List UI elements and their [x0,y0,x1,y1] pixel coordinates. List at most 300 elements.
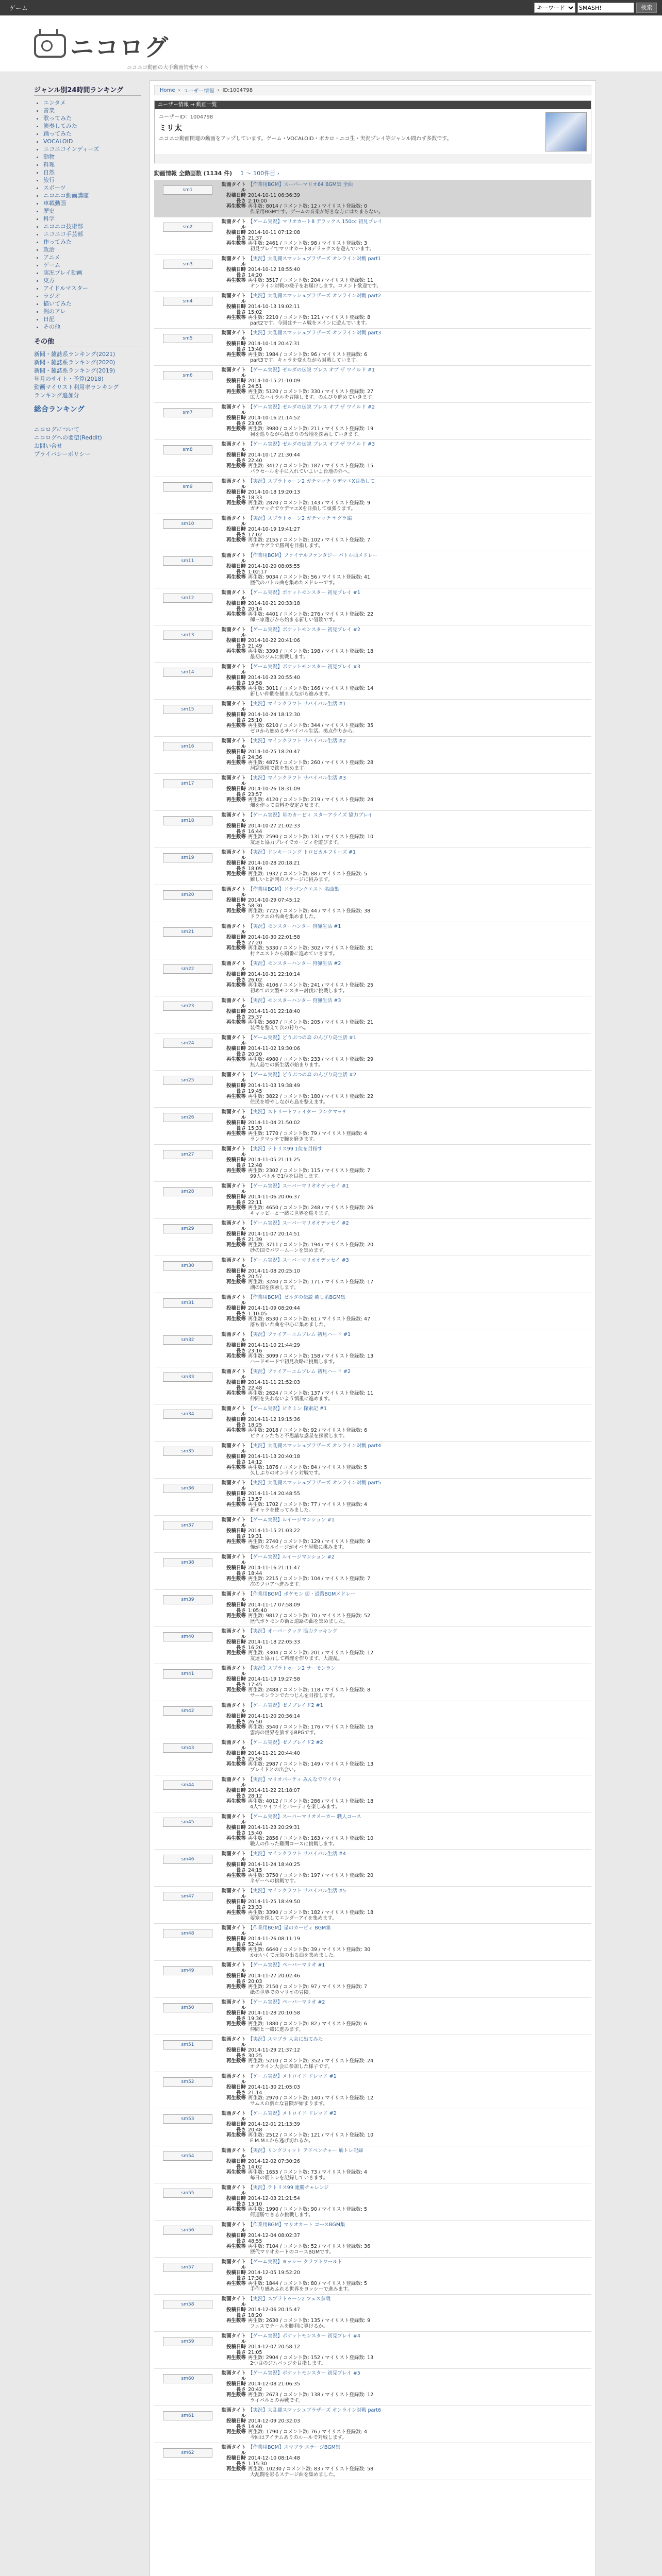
video-field [221,2345,591,2350]
video-thumbnail[interactable] [154,2000,221,2032]
thumbnail-image[interactable]: sm61 [163,2411,212,2420]
video-thumbnail[interactable] [154,1073,221,1105]
thumbnail-image[interactable]: sm17 [163,779,212,788]
video-title[interactable]: 【ゲーム実況】ポケットモンスター 初見プレイ #3 [248,664,360,670]
video-thumbnail[interactable] [154,961,221,994]
thumbnail-image[interactable]: sm62 [163,2448,212,2458]
thumbnail-image[interactable]: sm27 [163,1150,212,1159]
video-thumbnail[interactable] [154,368,221,400]
video-title[interactable]: 【実況】マリオパーティ みんなでワイワイ [248,1777,342,1783]
video-title[interactable]: 【実況】大乱闘スマッシュブラザーズ オンライン対戦 part3 [248,330,382,336]
video-field-label: 再生数等 [226,1650,246,1656]
video-title[interactable]: 【ゲーム実況】ゼノブレイド2 #2 [248,1740,323,1745]
video-thumbnail[interactable] [154,924,221,957]
video-thumbnail[interactable] [154,1555,221,1587]
genre-link[interactable]: • 描いてみた [43,300,141,308]
thumbnail-image[interactable]: sm45 [163,1818,212,1827]
thumbnail-image[interactable]: sm55 [163,2189,212,2198]
video-title[interactable]: 【実況】スマブラ 大会に出てみた [248,2037,323,2042]
video-item [154,811,591,848]
video-title[interactable]: 【実況】スプラトゥーン2 ガチマッチ ヤグラ編 [248,516,352,521]
video-field-label: 再生数等 [226,2429,246,2435]
video-title[interactable]: 【実況】大乱闘スマッシュブラザーズ オンライン対戦 part4 [248,1443,382,1449]
video-field [221,1725,591,1731]
thumbnail-image[interactable]: sm10 [163,519,212,529]
video-title[interactable]: 【実況】リングフィット アドベンチャー 筋トレ記録 [248,2148,363,2154]
video-title[interactable]: 【実況】大乱闘スマッシュブラザーズ オンライン対戦 part2 [248,293,382,299]
video-thumbnail[interactable] [154,1258,221,1291]
thumbnail-image[interactable]: sm4 [163,297,212,306]
video-title[interactable]: 【ゲーム実況】ペーパーマリオ #1 [248,1962,325,1968]
video-thumbnail[interactable] [154,516,221,549]
video-thumbnail[interactable] [154,1815,221,1847]
video-field [221,2148,591,2159]
video-info [221,1852,591,1884]
genre-link[interactable]: • 歴史 [43,207,141,215]
genre-link[interactable]: • エンタメ [43,99,141,107]
site-logo[interactable] [34,29,169,63]
thumbnail-image[interactable]: sm32 [163,1335,212,1345]
genre-link[interactable]: • 車載動画 [43,199,141,207]
video-info [221,1332,591,1365]
video-title[interactable]: 【ゲーム実況】スーパーマリオオデッセイ #1 [248,1183,349,1189]
video-thumbnail[interactable] [154,1777,221,1810]
user-info-box [154,100,591,163]
video-title[interactable]: 【実況】スプラトゥーン2 サーモンラン [248,1666,336,1671]
video-title[interactable]: 【実況】マインクラフト サバイバル生活 #2 [248,738,346,744]
genre-link[interactable]: • ゲーム [43,261,141,269]
video-title[interactable]: 【実況】大乱闘スマッシュブラザーズ オンライン対戦 part5 [248,1480,382,1486]
video-field [221,760,591,766]
video-thumbnail[interactable] [154,1295,221,1328]
thumbnail-image[interactable]: sm48 [163,1929,212,1938]
video-thumbnail[interactable] [154,1629,221,1662]
thumbnail-image[interactable]: sm34 [163,1410,212,1419]
thumbnail-image[interactable]: sm57 [163,2263,212,2272]
video-thumbnail[interactable] [154,182,221,215]
thumbnail-image[interactable]: sm5 [163,334,212,343]
video-title[interactable]: 【ゲーム実況】ゼルダの伝説 ブレス オブ ザ ワイルド #3 [248,442,375,447]
other-link[interactable]: 動画マイリスト利用率ランキング [34,384,119,391]
genre-link[interactable]: • ニコニコ動画講座 [43,192,141,199]
genre-link[interactable]: • アイドルマスター [43,284,141,292]
video-thumbnail[interactable] [154,1184,221,1216]
video-thumbnail[interactable] [154,2445,221,2478]
thumbnail-image[interactable]: sm12 [163,594,212,603]
video-field-label: 長さ [236,2090,246,2096]
search-type-select[interactable] [534,3,575,13]
video-field-label: 投稿日時 [226,2084,246,2090]
misc-link[interactable]: ニコログへの要望(Reddit) [34,434,102,441]
video-field [221,1057,591,1063]
genre-link[interactable]: • 例のアレ [43,308,141,315]
video-date: 2014-10-13 19:02:11 [248,304,300,310]
video-thumbnail[interactable] [154,1110,221,1142]
thumbnail-image[interactable]: sm26 [163,1113,212,1122]
thumbnail-image[interactable]: sm58 [163,2300,212,2309]
video-thumbnail[interactable] [154,998,221,1031]
thumbnail-image[interactable]: sm59 [163,2337,212,2346]
thumbnail-image[interactable]: sm44 [163,1781,212,1790]
video-field-label: 投稿日時 [226,1528,246,1534]
video-info [221,998,591,1031]
video-title[interactable]: 【実況】マインクラフト サバイバル生活 #5 [248,1888,346,1894]
video-field [221,872,591,877]
video-title[interactable]: 【ゲーム実況】どうぶつの森 のんびり島生活 #2 [248,1072,357,1078]
video-field-label: 再生数等 [226,1873,246,1878]
breadcrumb-user[interactable]: ユーザー情報 [183,88,214,94]
genre-link[interactable]: • 自然 [43,168,141,176]
misc-link[interactable]: お問い合せ [34,443,62,449]
video-thumbnail[interactable] [154,479,221,512]
video-title[interactable]: 【作業用BGM】ゼルダの伝説 癒し系BGM集 [248,1295,345,1300]
video-item [154,2072,591,2109]
thumbnail-image[interactable]: sm16 [163,742,212,751]
genre-link[interactable]: • 料理 [43,161,141,168]
video-thumbnail[interactable] [154,2074,221,2107]
thumbnail-image[interactable]: sm21 [163,927,212,937]
video-thumbnail[interactable] [154,1481,221,1513]
pager[interactable]: 1 ～ 100件目 › [240,170,280,177]
video-title[interactable]: 【実況】ストリートファイター ランクマッチ [248,1109,347,1115]
video-title[interactable]: 【ゲーム実況】ポケットモンスター 初見プレイ #1 [248,590,360,596]
video-field-label: 動画タイトル [221,924,246,935]
genre-link[interactable]: • VOCALOID [43,138,141,145]
video-thumbnail[interactable] [154,1221,221,1253]
video-title[interactable]: 【実況】テトリス99 1位を目指す [248,1146,323,1152]
thumbnail-image[interactable]: sm60 [163,2374,212,2383]
video-field-label: 動画タイトル [221,404,246,416]
video-thumbnail[interactable] [154,2037,221,2070]
genre-link[interactable]: • 動物 [43,153,141,161]
thumbnail-image[interactable]: sm38 [163,1558,212,1567]
misc-link[interactable]: ニコログについて [34,426,79,433]
video-thumbnail[interactable] [154,1666,221,1699]
video-item [154,1701,591,1738]
thumbnail-image[interactable]: sm33 [163,1372,212,1382]
video-title[interactable]: 【作業用BGM】星のカービィ BGM集 [248,1925,331,1931]
video-field [221,1147,591,1158]
genre-link[interactable]: • 実況プレイ動画 [43,269,141,277]
video-thumbnail[interactable] [154,442,221,474]
video-thumbnail[interactable] [154,2371,221,2403]
video-thumbnail[interactable] [154,590,221,623]
other-link[interactable]: 新聞・雑誌系ランキング(2021) [34,351,115,358]
video-title[interactable]: 【ゲーム実況】マリオカート8 デラックス 150cc 初見プレイ [248,219,383,225]
thumbnail-image[interactable]: sm40 [163,1632,212,1641]
genre-link[interactable]: • スポーツ [43,184,141,192]
video-title[interactable]: 【ゲーム実況】スーパーマリオオデッセイ #3 [248,1258,349,1263]
video-info [221,294,591,326]
genre-link[interactable]: • ニコニコ技術部 [43,223,141,230]
misc-link[interactable]: プライバシーポリシー [34,451,91,457]
video-field [221,182,591,193]
genre-link[interactable]: • ニコニコ手芸部 [43,230,141,238]
video-len: 20:03 [248,1978,262,1985]
genre-link[interactable]: • アニメ [43,253,141,261]
video-len: 21:49 [248,643,262,649]
video-thumbnail[interactable] [154,1147,221,1179]
video-title[interactable]: 【実況】マインクラフト サバイバル生活 #1 [248,701,346,707]
genre-link[interactable]: • 日記 [43,315,141,323]
video-field-label: 投稿日時 [226,2270,246,2276]
thumbnail-image[interactable]: sm18 [163,816,212,825]
video-title[interactable]: 【実況】マインクラフト サバイバル生活 #3 [248,775,346,781]
video-title[interactable]: 【実況】大乱闘スマッシュブラザーズ オンライン対戦 part1 [248,256,382,262]
video-field-label: 再生数等 [226,1576,246,1582]
video-stats: 再生数: 2970 / コメント数: 140 / マイリスト登録数: 12 [248,2095,374,2101]
video-field [221,2393,591,2398]
thumbnail-image[interactable]: sm36 [163,1484,212,1493]
genre-link[interactable]: • 踊ってみた [43,130,141,138]
thumbnail-image[interactable]: sm15 [163,705,212,714]
video-title[interactable]: 【作業用BGM】ドラゴンクエスト 名曲集 [248,887,339,892]
genre-link[interactable]: • ニコニコインディーズ [43,145,141,153]
video-title[interactable]: 【ゲーム実況】ペーパーマリオ #2 [248,1999,325,2005]
video-title[interactable]: 【ゲーム実況】どうぶつの森 のんびり島生活 #1 [248,1035,357,1041]
video-thumbnail[interactable] [154,776,221,808]
video-thumbnail[interactable] [154,1592,221,1624]
thumbnail-image[interactable]: sm31 [163,1298,212,1308]
video-thumbnail[interactable] [154,1703,221,1736]
video-title[interactable]: 【ゲーム実況】メトロイド ドレッド #1 [248,2074,337,2079]
video-thumbnail[interactable] [154,1963,221,1995]
thumbnail-image[interactable]: sm19 [163,853,212,862]
video-thumbnail[interactable] [154,2111,221,2144]
thumbnail-image[interactable]: sm20 [163,890,212,900]
mylist-title[interactable]: 総合ランキング [34,405,85,414]
video-title[interactable]: 【作業用BGM】ポケモン 街・道路BGMメドレー [248,1591,356,1597]
breadcrumb-home[interactable]: Home [160,87,175,93]
video-title[interactable]: 【作業用BGM】ファイナルファンタジー バトル曲メドレー [248,553,378,558]
video-item [154,1330,591,1367]
genre-link[interactable]: • 旅行 [43,176,141,184]
video-title[interactable]: 【ゲーム実況】ルイージマンション #2 [248,1554,335,1560]
video-thumbnail[interactable] [154,887,221,920]
video-title[interactable]: 【ゲーム実況】ゼノブレイド2 #1 [248,1703,323,1708]
video-field [221,1417,591,1423]
thumbnail-image[interactable]: sm54 [163,2151,212,2161]
video-title[interactable]: 【実況】モンスターハンター 狩猟生活 #3 [248,998,341,1004]
thumbnail-image[interactable]: sm9 [163,482,212,492]
video-thumbnail[interactable] [154,2297,221,2329]
video-info [221,1629,591,1662]
thumbnail-image[interactable]: sm56 [163,2226,212,2235]
genre-link[interactable]: • 演奏してみた [43,122,141,130]
thumbnail-image[interactable]: sm2 [163,223,212,232]
video-title[interactable]: 【実況】モンスターハンター 狩猟生活 #1 [248,924,341,929]
video-field [221,2318,591,2324]
thumbnail-image[interactable]: sm29 [163,1224,212,1233]
video-description: 99人バトルで1位を目指します。 [250,1173,323,1179]
thumbnail-image[interactable]: sm37 [163,1521,212,1530]
video-thumbnail[interactable] [154,1926,221,1958]
video-title[interactable]: 【実況】スプラトゥーン2 ガチマッチ ウデマエX目指して [248,479,375,484]
video-thumbnail[interactable] [154,405,221,437]
thumbnail-image[interactable]: sm8 [163,445,212,454]
genre-link[interactable]: • その他 [43,323,141,331]
video-thumbnail[interactable] [154,628,221,660]
video-title[interactable]: 【実況】マインクラフト サバイバル生活 #4 [248,1851,346,1857]
video-title[interactable]: 【ゲーム実況】ピクミン 探索記 #1 [248,1406,327,1412]
genre-link[interactable]: • 作ってみた [43,238,141,246]
thumbnail-image[interactable]: sm52 [163,2077,212,2087]
video-date: 2014-10-24 18:12:30 [248,712,300,718]
video-title[interactable]: 【実況】ファイアーエムブレム 初見ハード #2 [248,1369,351,1375]
video-stats: 再生数: 3398 / コメント数: 198 / マイリスト登録数: 18 [248,649,374,654]
other-link[interactable]: ランキング追加分 [34,392,79,399]
thumbnail-image[interactable]: sm42 [163,1706,212,1716]
thumbnail-image[interactable]: sm39 [163,1595,212,1604]
genre-link[interactable]: • 政治 [43,246,141,253]
video-date: 2014-11-09 08:20:44 [248,1306,300,1311]
thumbnail-image[interactable]: sm24 [163,1039,212,1048]
video-title[interactable]: 【ゲーム実況】ヨッシー クラフトワールド [248,2259,343,2265]
search-button[interactable]: 検索 [636,3,657,13]
video-field-label: 投稿日時 [226,2418,246,2424]
video-date: 2014-11-05 21:11:25 [248,1157,300,1163]
video-field-label: 再生数等 [226,463,246,469]
video-thumbnail[interactable] [154,2185,221,2218]
video-field-label: 動画タイトル [221,1146,246,1158]
video-field [221,612,591,618]
video-info [221,1147,591,1179]
thumbnail-image[interactable]: sm1 [163,185,212,195]
video-field [221,1492,591,1497]
video-len: 13:57 [248,1496,262,1502]
video-thumbnail[interactable] [154,739,221,771]
thumbnail-image[interactable]: sm28 [163,1187,212,1196]
genre-link[interactable]: • 音楽 [43,107,141,114]
video-field [221,1232,591,1238]
video-thumbnail[interactable] [154,665,221,697]
video-field-label: 長さ [236,420,246,427]
video-description: 何連勝できるか挑戦します。 [250,2212,313,2218]
video-thumbnail[interactable] [154,219,221,252]
video-description: 初めての大型モンスター討伐に挑戦します。 [250,988,347,994]
thumbnail-image[interactable]: sm3 [163,260,212,269]
video-title[interactable]: 【ゲーム実況】スーパーマリオメーカー 職人コース [248,1814,361,1820]
thumbnail-image[interactable]: sm13 [163,631,212,640]
video-field-label: 再生数等 [226,1094,246,1099]
thumbnail-image[interactable]: sm46 [163,1855,212,1864]
video-thumbnail[interactable] [154,1889,221,1921]
thumbnail-image[interactable]: sm7 [163,408,212,417]
video-thumbnail[interactable] [154,1852,221,1884]
video-thumbnail[interactable] [154,1369,221,1402]
genre-link[interactable]: • 科学 [43,215,141,223]
video-title[interactable]: 【ゲーム実況】ポケットモンスター 初見プレイ #2 [248,627,360,633]
genre-link[interactable]: • 歌ってみた [43,114,141,122]
video-date: 2014-10-18 19:20:13 [248,489,300,495]
thumbnail-image[interactable]: sm30 [163,1261,212,1270]
video-thumbnail[interactable] [154,257,221,289]
video-field [221,909,591,914]
video-field [221,2037,591,2048]
video-item [154,1887,591,1924]
video-title[interactable]: 【作業用BGM】マリオカート コースBGM集 [248,2222,345,2228]
video-title[interactable]: 【作業用BGM】スーパーマリオ64 BGM集 全曲 [248,182,353,188]
video-field [221,516,591,527]
thumbnail-image[interactable]: sm22 [163,964,212,974]
video-thumbnail[interactable] [154,2148,221,2181]
video-thumbnail[interactable] [154,294,221,326]
search-input[interactable] [577,3,634,13]
other-link[interactable]: 年月のサイト・予算(2018) [34,376,104,382]
video-title[interactable]: 【実況】モンスターハンター 狩猟生活 #2 [248,961,341,967]
video-thumbnail[interactable] [154,331,221,363]
video-thumbnail[interactable] [154,1036,221,1068]
genre-link[interactable]: • ラジオ [43,292,141,300]
other-link[interactable]: 新聞・雑誌系ランキング(2020) [34,359,115,366]
video-title[interactable]: 【実況】テトリス99 連勝チャレンジ [248,2185,329,2191]
video-title[interactable]: 【ゲーム実況】ルイージマンション #1 [248,1517,335,1523]
thumbnail-image[interactable]: sm11 [163,556,212,566]
video-field-label: 長さ [236,2053,246,2059]
video-title[interactable]: 【ゲーム実況】ポケットモンスター 初見プレイ #4 [248,2333,360,2339]
video-item [154,366,591,403]
video-thumbnail[interactable] [154,1444,221,1476]
video-thumbnail[interactable] [154,1406,221,1439]
video-thumbnail[interactable] [154,813,221,845]
thumbnail-image[interactable]: sm43 [163,1743,212,1753]
thumbnail-image[interactable]: sm6 [163,371,212,380]
thumbnail-image[interactable]: sm49 [163,1966,212,1975]
thumbnail-image[interactable]: sm25 [163,1076,212,1085]
video-title[interactable]: 【実況】ドンキーコング トロピカルフリーズ #1 [248,850,356,855]
video-title[interactable]: 【ゲーム実況】ポケットモンスター 初見プレイ #5 [248,2370,360,2376]
video-title[interactable]: 【ゲーム実況】スーパーマリオオデッセイ #2 [248,1221,349,1226]
video-thumbnail[interactable] [154,850,221,883]
thumbnail-image[interactable]: sm35 [163,1447,212,1456]
video-description: 友達と協力プレイでカービィを遊びます。 [250,839,342,845]
thumbnail-image[interactable]: sm50 [163,2003,212,2012]
video-title[interactable]: 【ゲーム実況】ゼルダの伝説 ブレス オブ ザ ワイルド #1 [248,367,375,373]
thumbnail-image[interactable]: sm41 [163,1669,212,1679]
video-len: 26:02 [248,977,262,983]
video-title[interactable]: 【ゲーム実況】星のカービィ スターアライズ 協力プレイ [248,812,373,818]
video-thumbnail[interactable] [154,2260,221,2292]
video-thumbnail[interactable] [154,702,221,734]
video-field [221,1825,591,1831]
video-thumbnail[interactable] [154,2334,221,2366]
thumbnail-image[interactable]: sm53 [163,2114,212,2124]
video-title[interactable]: 【作業用BGM】スマブラ ステージBGM集 [248,2445,341,2450]
video-title[interactable]: 【ゲーム実況】ゼルダの伝説 ブレス オブ ザ ワイルド #2 [248,404,375,410]
other-link[interactable]: 新聞・雑誌系ランキング(2019) [34,367,115,374]
video-thumbnail[interactable] [154,2223,221,2255]
video-thumbnail[interactable] [154,1332,221,1365]
video-title[interactable]: 【実況】スプラトゥーン2 フェス参戦 [248,2296,331,2302]
video-thumbnail[interactable] [154,2408,221,2441]
thumbnail-image[interactable]: sm47 [163,1892,212,1901]
video-thumbnail[interactable] [154,1518,221,1550]
video-field [221,2196,591,2202]
thumbnail-image[interactable]: sm23 [163,1002,212,1011]
video-title[interactable]: 【実況】オーバークック 協力クッキング [248,1629,338,1634]
video-title[interactable]: 【実況】大乱闘スマッシュブラザーズ オンライン対戦 part6 [248,2408,382,2413]
thumbnail-image[interactable]: sm14 [163,668,212,677]
top-menu-label[interactable]: ゲーム [9,4,28,12]
thumbnail-image[interactable]: sm51 [163,2040,212,2049]
video-title[interactable]: 【実況】ファイアーエムブレム 初見ハード #1 [248,1332,351,1337]
video-thumbnail[interactable] [154,1740,221,1773]
video-info [221,1815,591,1847]
genre-link[interactable]: • 東方 [43,277,141,284]
video-field [221,2000,591,2011]
video-thumbnail[interactable] [154,553,221,586]
video-title[interactable]: 【ゲーム実況】メトロイド ドレッド #2 [248,2111,337,2116]
